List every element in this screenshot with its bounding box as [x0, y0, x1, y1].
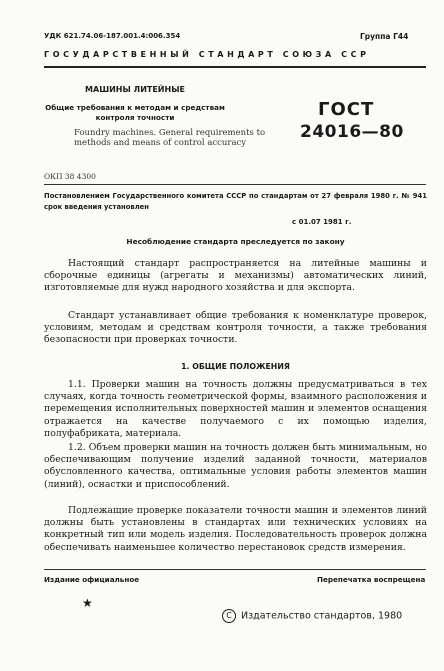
state-standard-banner: ГОСУДАРСТВЕННЫЙ СТАНДАРТ СОЮЗА ССР: [44, 50, 370, 59]
violation-notice: Несоблюдение стандарта преследуется по закону: [126, 237, 345, 246]
star-icon: ★: [82, 596, 93, 610]
clause-1-2-continued: Подлежащие проверке показатели точности машин и элементов линий должны быть установлены в стандартах или технических условиях на конкретный тип или модель изделия. Последовательность проверок должна обеспечивать наименьшее количество перестановок средств измерения.: [44, 505, 427, 553]
udk-code: УДК 621.74.06-187.001.4:006.354: [44, 32, 181, 40]
effective-date: с 01.07 1981 г.: [292, 218, 352, 226]
group-code: Группа Г44: [360, 32, 409, 41]
clause-1-2: 1.2. Объем проверки машин на точность должен быть минимальным, но обеспечивающим получение изделий заданной точности, материалов обусловленного качества, оптимальные условия работы элементов машин (линий), оснастки и приспособлений.: [44, 442, 427, 490]
intro-paragraph-2: Стандарт устанавливает общие требования к номенклатуре проверок, условиям, методам и средствам контроля точности, а также требования безопасности при проверках точности.: [44, 310, 427, 346]
okp-code: ОКП 38 4300: [44, 172, 96, 181]
clause-1-1: 1.1. Проверки машин на точность должны предусматриваться в тех случаях, когда точность геометрической формы, взаимного расположения и перемещения исполнительных поверхностей машин и элементов оснащения отражается на качестве получаемого с их помощью изделия, полуфабриката, материала.: [44, 379, 427, 439]
publisher-name: Издательство стандартов, 1980: [241, 610, 403, 622]
footer-divider: [44, 569, 426, 570]
section-heading: 1. ОБЩИЕ ПОЛОЖЕНИЯ: [181, 362, 290, 371]
official-edition: Издание официальное: [44, 575, 140, 584]
document-subtitle: Общие требования к методам и средствам контроля точности: [45, 103, 225, 122]
document-title: МАШИНЫ ЛИТЕЙНЫЕ: [85, 85, 185, 94]
header-divider: [44, 66, 426, 68]
publisher-line: [222, 609, 402, 623]
okp-divider: [44, 184, 426, 185]
copyright-icon: C: [222, 609, 236, 623]
reprint-notice: Перепечатка воспрещена: [317, 575, 426, 584]
gost-label: ГОСТ: [318, 99, 375, 120]
intro-paragraph-1: Настоящий стандарт распространяется на литейные машины и сборочные единицы (агрегаты и механизмы) автоматических линий, изготовляемые для нужд народного хозяйства и для экспорта.: [44, 258, 427, 294]
decree-text: Постановлением Государственного комитета СССР по стандартам от 27 февраля 1980 г. № 941 срок введения установлен: [44, 192, 427, 211]
gost-number: 24016—80: [300, 122, 404, 142]
english-title: Foundry machines. General requirements to methods and means of control accuracy: [74, 128, 266, 148]
